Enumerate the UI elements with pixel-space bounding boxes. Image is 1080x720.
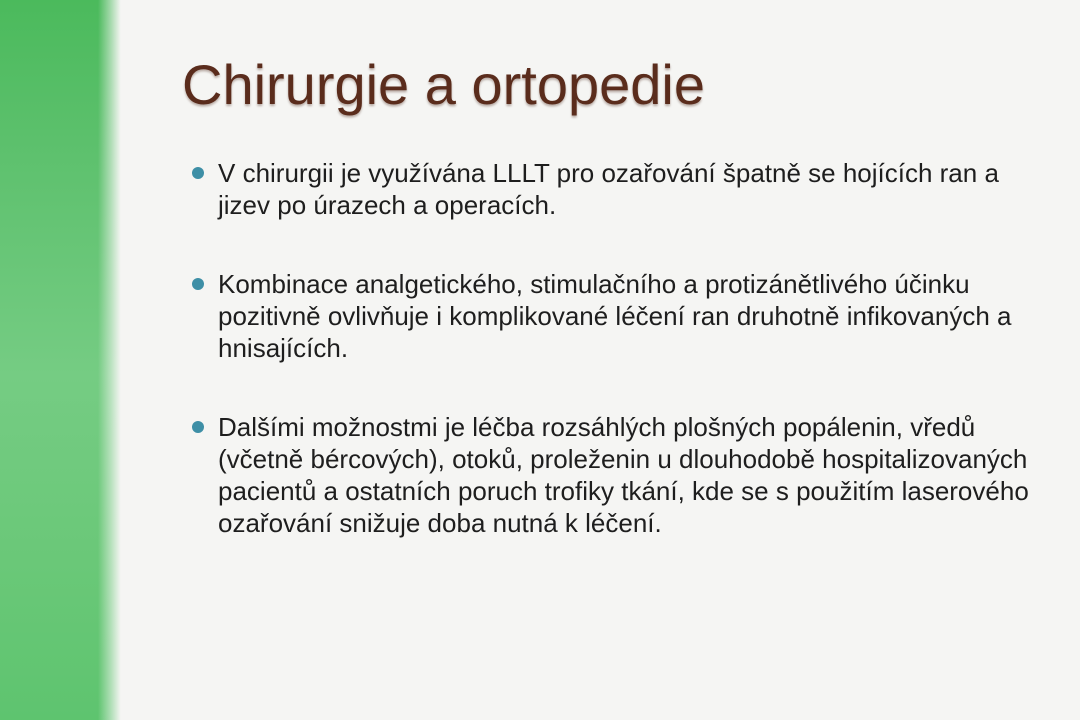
bullet-text: Dalšími možnostmi je léčba rozsáhlých plošných popálenin, vředů (včetně bércových), otoků, proleženin u dlouhodobě hospitalizovaných pacientů a ostatních poruch trofiky tkání, kde se s použitím laserového ozařování snižuje doba nutná k léčení.: [218, 411, 1029, 538]
bullet-text: V chirurgii je využívána LLLT pro ozařování špatně se hojících ran a jizev po úrazech a operacích.: [218, 157, 999, 220]
bullet-dot-icon: [192, 278, 204, 290]
list-item: [182, 268, 1038, 364]
list-item: [182, 157, 1038, 221]
bullet-list: [182, 157, 1038, 539]
bullet-text: Kombinace analgetického, stimulačního a protizánětlivého účinku pozitivně ovlivňuje i komplikované léčení ran druhotně infikovaných a hnisajících.: [218, 268, 1012, 363]
slide-content: [182, 0, 1038, 539]
left-green-accent-bar: [0, 0, 122, 720]
list-item: [182, 411, 1038, 539]
bullet-dot-icon: [192, 167, 204, 179]
bullet-dot-icon: [192, 421, 204, 433]
slide-title: Chirurgie a ortopedie: [182, 53, 705, 116]
